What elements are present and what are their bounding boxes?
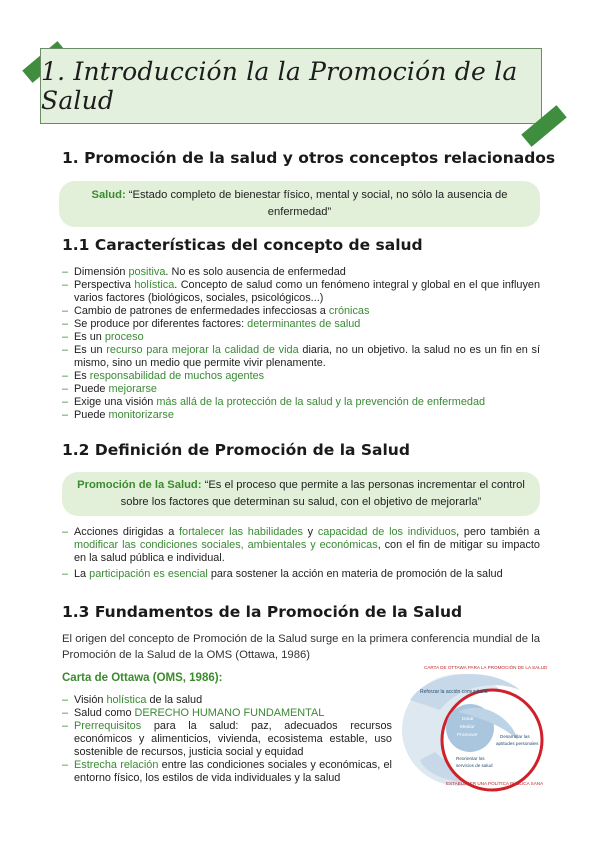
figure-label-reorientar-1: Reorientar los — [456, 756, 485, 761]
definition-text: “Estado completo de bienestar físico, mental y social, no sólo la ausencia de enfermedad” — [125, 189, 508, 218]
figure-label-desarrollar-2: aptitudes personales — [496, 741, 539, 746]
figure-label-mediar: Mediar — [460, 725, 475, 730]
definition-salud — [59, 181, 540, 227]
list-item: – Es un proceso — [62, 331, 540, 344]
promotion-list — [62, 526, 540, 581]
list-item: – Salud como DERECHO HUMANO FUNDAMENTAL — [62, 707, 392, 720]
list-item: – Es un recurso para mejorar la calidad de vida diaria, no un objetivo. la salud no es un fin en sí mismo, sino un medio que permite vivir plenamente. — [62, 344, 540, 370]
ottawa-charter-figure — [400, 660, 552, 792]
definition-text: “Es el proceso que permite a las personas incrementar el control sobre los factores que determinan su salud, con el objetivo de mejorarla” — [120, 479, 525, 508]
figure-label-desarrollar-1: Desarrollar las — [500, 734, 530, 739]
list-item: – Acciones dirigidas a fortalecer las habilidades y capacidad de los individuos, pero también a modificar las condiciones sociales, ambientales y económicas, con el fin de mitigar su impacto en la salud pública e individual. — [62, 526, 540, 565]
section-heading-1-3: 1.3 Fundamentos de la Promoción de la Salud — [62, 603, 463, 621]
page-title: 1. Introducción la la Promoción de la Salud — [41, 57, 518, 115]
list-item: – Se produce por diferentes factores: determinantes de salud — [62, 318, 540, 331]
section-heading-1-1: 1.1 Características del concepto de salud — [62, 236, 423, 254]
title-box — [40, 48, 542, 124]
figure-label-dotar: Dotar — [462, 717, 474, 722]
definition-term: Salud: — [91, 189, 126, 201]
figure-label-reforzar: Reforzar la acción comunitaria — [420, 689, 488, 695]
definition-term: Promoción de la Salud: — [77, 479, 202, 491]
figure-bottom-label: ESTABLECER UNA POLÍTICA PÚBLICA SANA — [446, 781, 544, 786]
definition-promocion — [62, 472, 540, 516]
list-item: – Puede mejorarse — [62, 383, 540, 396]
section-heading-1: 1. Promoción de la salud y otros conceptos relacionados — [62, 149, 556, 167]
list-item: – Estrecha relación entre las condiciones sociales y económicas, el entorno físico, los estilos de vida individuales y la salud — [62, 759, 392, 785]
ottawa-list — [62, 694, 392, 785]
list-item: – La participación es esencial para sostener la acción en materia de promoción de la salud — [62, 568, 540, 581]
list-item: – Dimensión positiva. No es solo ausencia de enfermedad — [62, 266, 540, 279]
list-item: – Prerrequisitos para la salud: paz, adecuados recursos económicos y alimenticios, vivienda, ecosistema estable, uso sostenible de recursos, justicia social y equidad — [62, 720, 392, 759]
figure-label-promover: Promover — [457, 733, 478, 738]
list-item: – Perspectiva holística. Concepto de salud como un fenómeno integral y global en el que influyen varios factores (biológicos, sociales, psicológicos...) — [62, 279, 540, 305]
ottawa-intro-paragraph: El origen del concepto de Promoción de la Salud surge en la primera conferencia mundial de la Promoción de la Salud de la OMS (Ottawa, 1986) — [62, 633, 540, 661]
list-item: – Cambio de patrones de enfermedades infecciosas a crónicas — [62, 305, 540, 318]
section-heading-1-2: 1.2 Definición de Promoción de la Salud — [62, 441, 410, 459]
figure-top-label: CARTA DE OTTAWA PARA LA PROMOCIÓN DE LA SALUD — [424, 665, 548, 670]
list-item: – Puede monitorizarse — [62, 409, 540, 422]
list-item: – Exige una visión más allá de la protección de la salud y la prevención de enfermedad — [62, 396, 540, 409]
figure-label-reorientar-2: servicios de salud — [456, 763, 493, 768]
list-item: – Es responsabilidad de muchos agentes — [62, 370, 540, 383]
list-item: – Visión holística de la salud — [62, 694, 392, 707]
characteristics-list — [62, 266, 540, 422]
ottawa-subheading: Carta de Ottawa (OMS, 1986): — [62, 672, 223, 684]
